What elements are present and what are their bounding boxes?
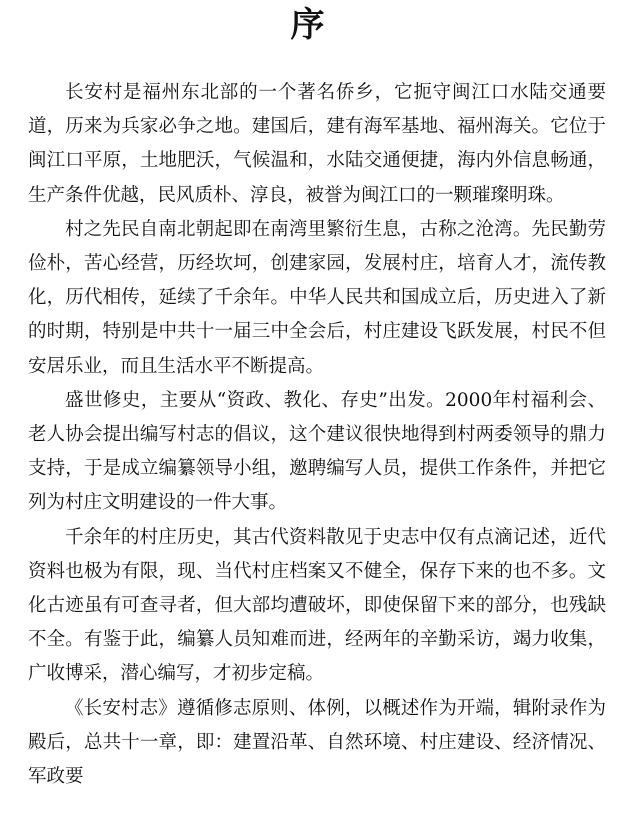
paragraph-3: 盛世修史，主要从“资政、教化、存史”出发。2000年村福利会、老人协会提出编写村志的倡议，这个建议很快地得到村两委领导的鼎力支持，于是成立编纂领导小组，邀聘编写人员，提供工作条件，并把它列为村庄文明建设的一件大事。 (28, 389, 606, 514)
body-text (28, 76, 606, 794)
page-title: 序 (290, 5, 327, 45)
paragraph-4: 千余年的村庄历史，其古代资料散见于史志中仅有点滴记述，近代资料也极为有限，现、当代村庄档案又不健全，保存下来的也不多。文化古迹虽有可查寻者，但大部均遭破坏，即使保留下来的部分，也残缺不全。有鉴于此，编纂人员知难而进，经两年的辛勤采访，竭力收集，广收博采，潜心编写，才初步定稿。 (28, 526, 606, 685)
paragraph-2: 村之先民自南北朝起即在南湾里繁衍生息，古称之沧湾。先民勤劳俭朴，苦心经营，历经坎坷，创建家园，发展村庄，培育人才，流传教化，历代相传，延续了千余年。中华人民共和国成立后，历史进入了新的时期，特别是中共十一届三中全会后，村庄建设飞跃发展，村民不但安居乐业，而且生活水平不断提高。 (28, 218, 606, 377)
paragraph-5: 《长安村志》遵循修志原则、体例，以概述作为开端，辑附录作为殿后，总共十一章，即：建置沿革、自然环境、村庄建设、经济情况、军政要 (28, 697, 606, 788)
paragraph-1: 长安村是福州东北部的一个著名侨乡，它扼守闽江口水陆交通要道，历来为兵家必争之地。建国后，建有海军基地、福州海关。它位于闽江口平原，土地肥沃，气候温和，水陆交通便捷，海内外信息畅通，生产条件优越，民风质朴、淳良，被誉为闽江口的一颗璀璨明珠。 (28, 82, 606, 206)
